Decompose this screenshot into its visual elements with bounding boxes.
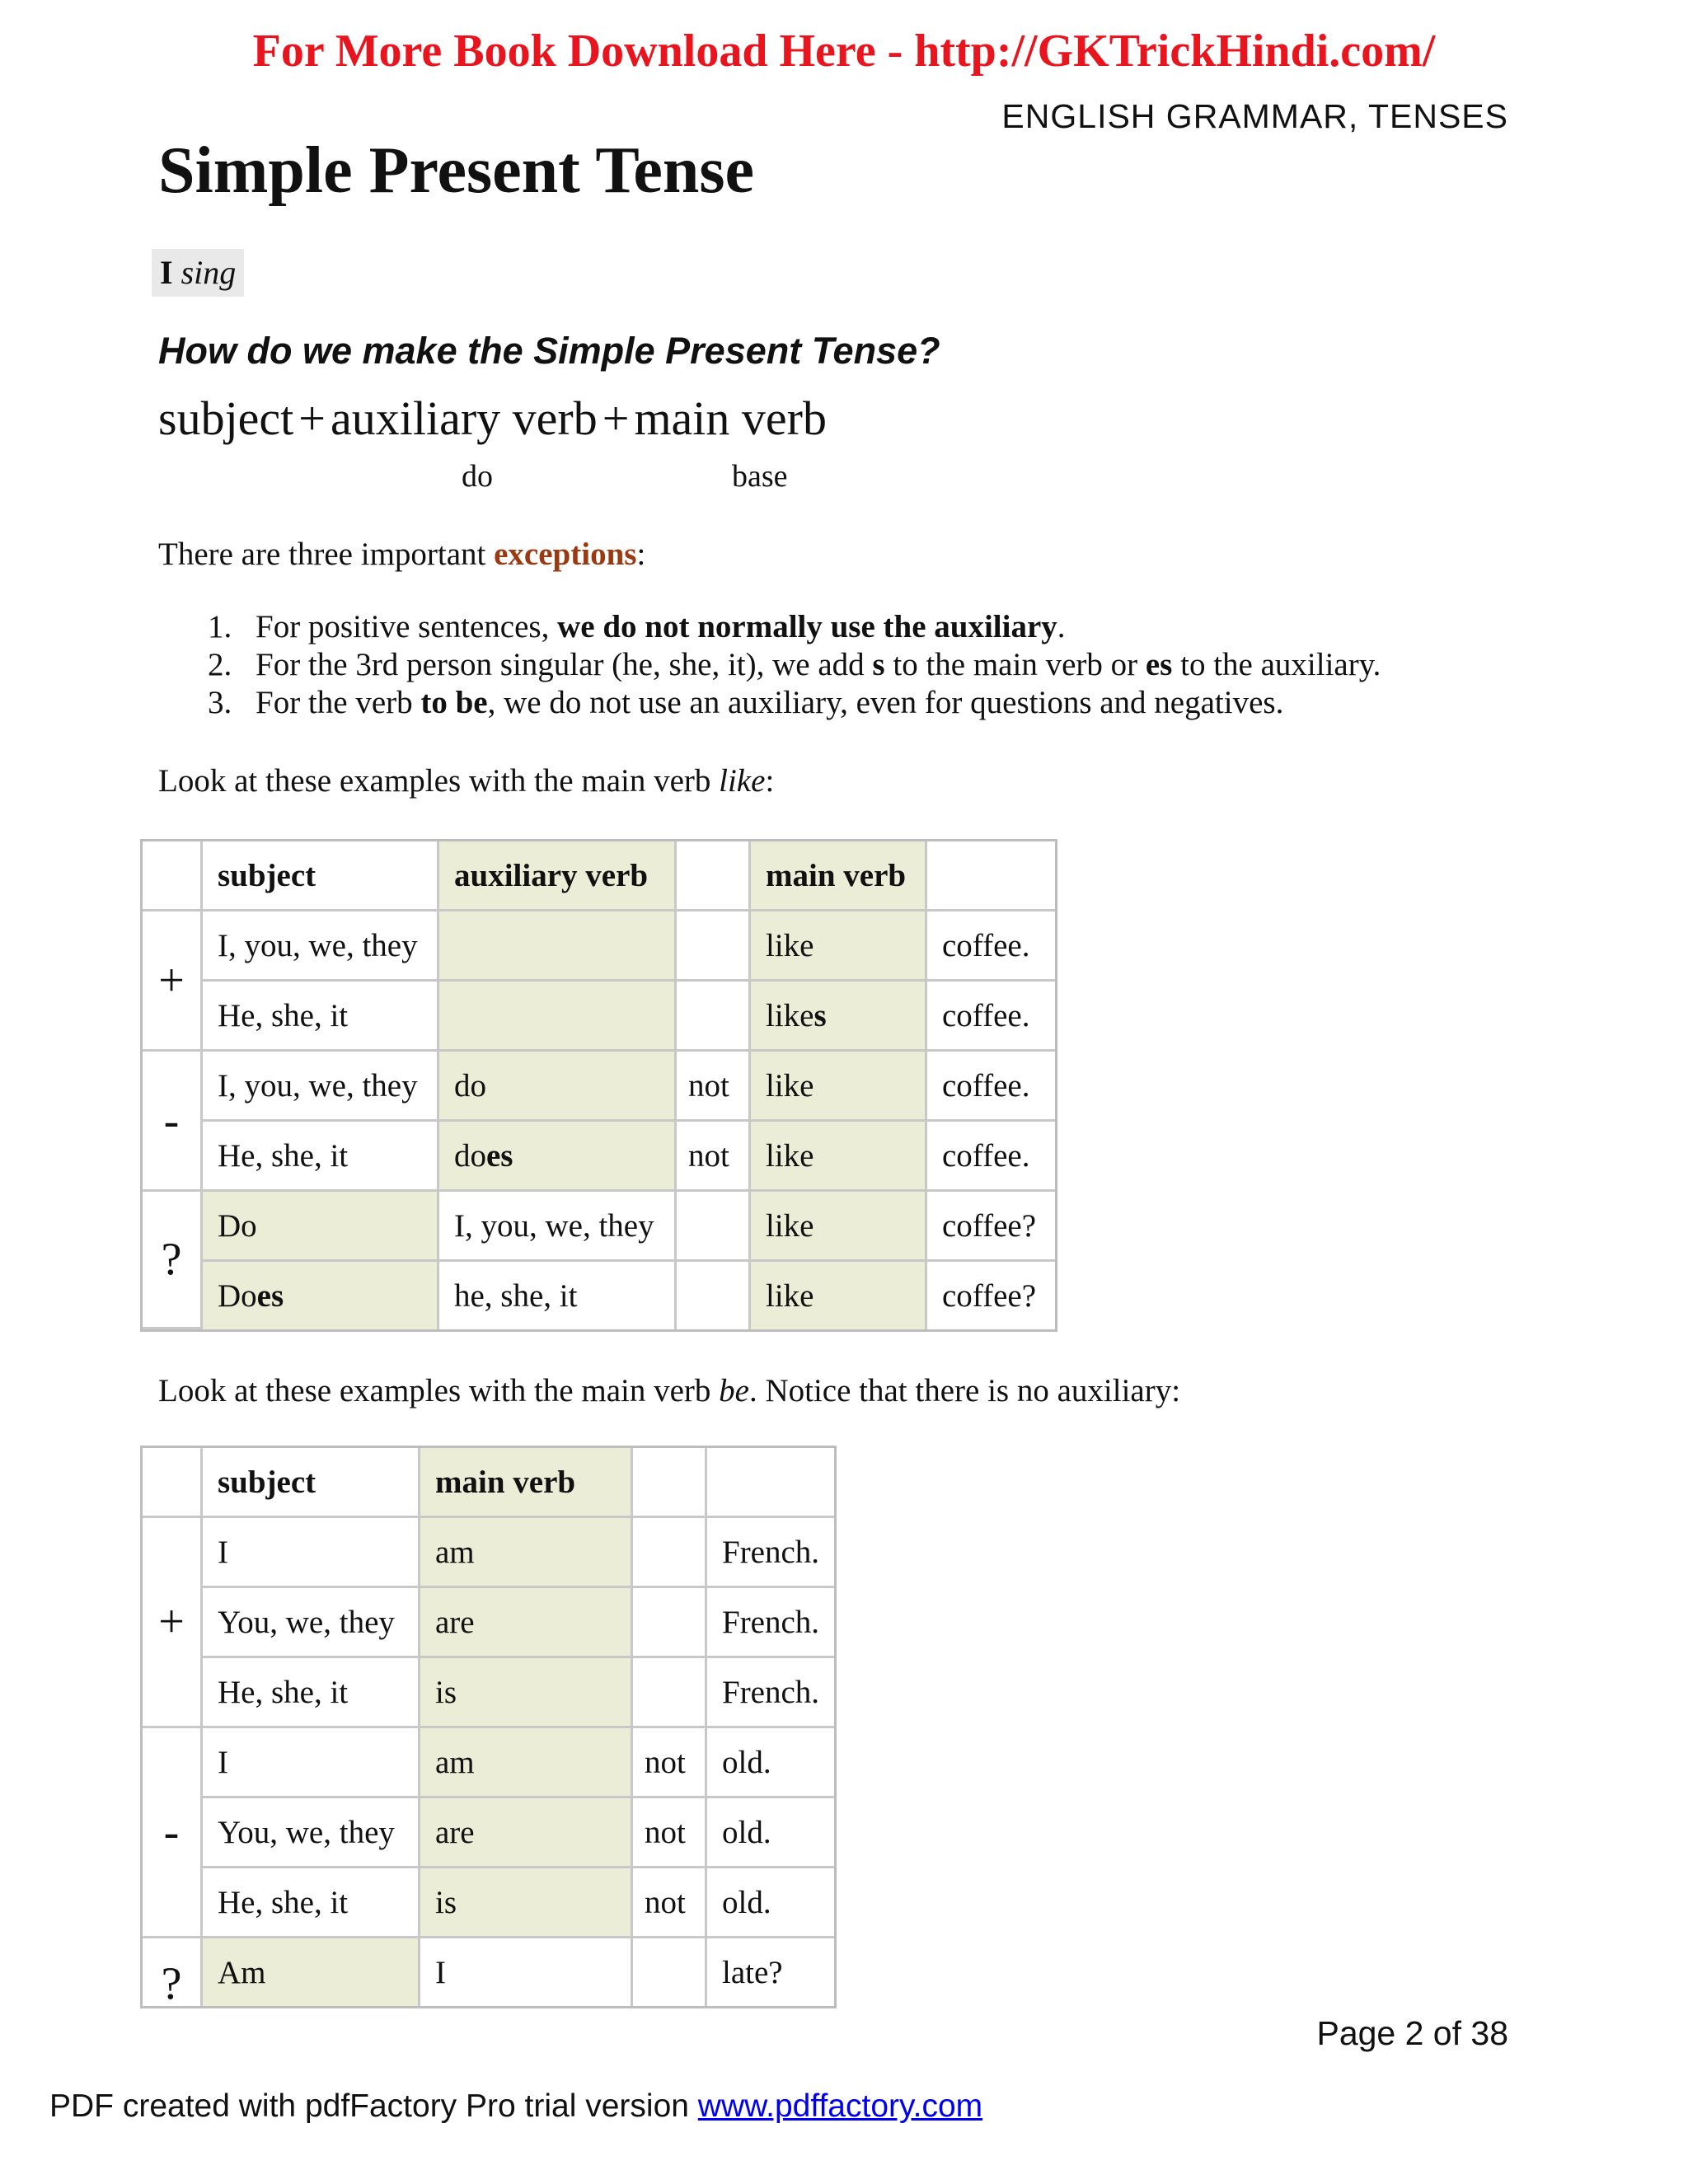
table-row: You, we, they are not old.: [143, 1798, 834, 1868]
header-auxiliary: auxiliary verb: [439, 841, 677, 912]
table-header-row: [143, 1448, 834, 1518]
question-sign: ?: [143, 1938, 203, 2006]
formula-plus: +: [602, 391, 630, 445]
table-row: He, she, it does not like coffee.: [143, 1122, 1055, 1192]
example-subject: I: [160, 254, 173, 291]
header-subject: subject: [203, 1448, 420, 1518]
tense-formula: [158, 391, 827, 446]
table-row: ? Am I late?: [143, 1938, 834, 2006]
exceptions-intro: There are three important exceptions:: [158, 537, 646, 572]
table-row: + I am French.: [143, 1518, 834, 1588]
formula-main-note: base: [732, 459, 788, 494]
list-item: 2. For the 3rd person singular (he, she, it), we add s to the main verb or es to the auxiliary.: [208, 647, 1381, 682]
formula-subject: subject: [158, 391, 294, 445]
positive-sign: +: [143, 912, 203, 1052]
like-verb: like: [719, 763, 766, 799]
like-conjugation-table: [140, 839, 1057, 1332]
table-row: He, she, it is French.: [143, 1658, 834, 1728]
negative-sign: -: [143, 1052, 203, 1192]
negative-sign: -: [143, 1728, 203, 1938]
formula-plus: +: [298, 391, 326, 445]
exceptions-list: [208, 608, 1381, 722]
list-item: 1. For positive sentences, we do not normally use the auxiliary.: [208, 609, 1066, 644]
table-row: ? Do I, you, we, they like coffee?: [143, 1192, 1055, 1262]
pdffactory-link[interactable]: www.pdffactory.com: [697, 2088, 983, 2124]
table-row: You, we, they are French.: [143, 1588, 834, 1658]
formula-main: main verb: [634, 391, 827, 445]
header-main-verb: main verb: [751, 841, 927, 912]
table-row: + I, you, we, they like coffee.: [143, 912, 1055, 982]
table-row: He, she, it likes coffee.: [143, 982, 1055, 1052]
header-subject: subject: [203, 841, 439, 912]
table-header-row: [143, 841, 1055, 912]
page-title: Simple Present Tense: [158, 134, 755, 207]
example-verb: sing: [181, 254, 237, 291]
be-verb: be: [719, 1373, 749, 1408]
formula-auxiliary: auxiliary verb: [331, 391, 598, 445]
header-main-verb: main verb: [420, 1448, 633, 1518]
list-item: 3. For the verb to be, we do not use an auxiliary, even for questions and negatives.: [208, 685, 1284, 720]
be-intro: Look at these examples with the main verb be. Notice that there is no auxiliary:: [158, 1373, 1181, 1408]
exceptions-keyword: exceptions: [494, 537, 637, 572]
table-row: - I am not old.: [143, 1728, 834, 1798]
page-number: Page 2 of 38: [1316, 2014, 1508, 2052]
pdf-footer: PDF created with pdfFactory Pro trial version www.pdffactory.com: [49, 2088, 983, 2124]
table-row: He, she, it is not old.: [143, 1868, 834, 1938]
like-intro: Look at these examples with the main verb like:: [158, 763, 775, 799]
question-sign: ?: [143, 1192, 203, 1329]
table-row: Does he, she, it like coffee?: [143, 1262, 1055, 1329]
download-banner: For More Book Download Here - http://GKTrickHindi.com/: [252, 26, 1436, 77]
formula-auxiliary-note: do: [462, 459, 493, 494]
section-question: How do we make the Simple Present Tense?: [158, 330, 940, 372]
be-conjugation-table: [140, 1446, 837, 2008]
section-label: ENGLISH GRAMMAR, TENSES: [1001, 97, 1508, 135]
positive-sign: +: [143, 1518, 203, 1728]
example-sentence: [152, 249, 244, 297]
table-row: - I, you, we, they do not like coffee.: [143, 1052, 1055, 1122]
